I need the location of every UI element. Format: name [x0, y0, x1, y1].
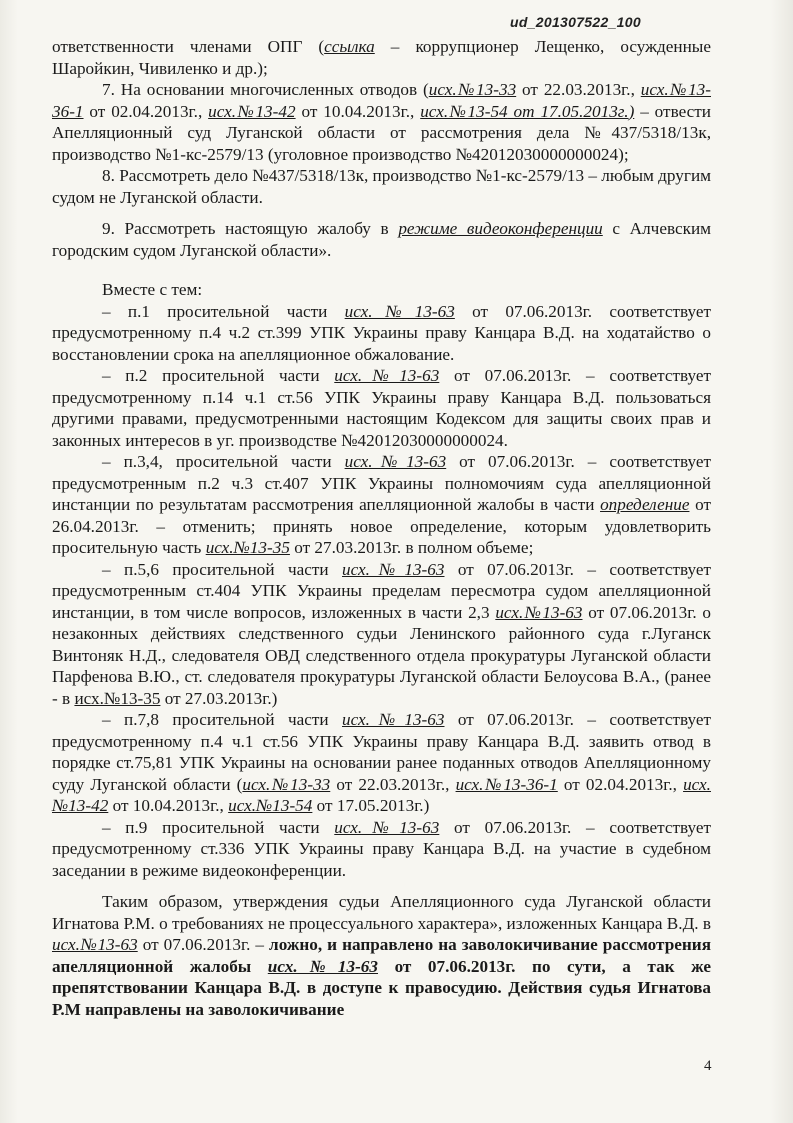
text: от 27.03.2013г. в полном объеме;	[289, 538, 534, 557]
text: 9. Рассмотреть настоящую жалобу в	[102, 219, 399, 238]
reference-link[interactable]: исх.№13-63	[495, 602, 583, 622]
text: – п.2 просительной части	[102, 366, 335, 385]
reference-link[interactable]: исх.№13-63	[344, 301, 455, 321]
text: от 02.04.2013г.,	[557, 774, 684, 794]
reference-link[interactable]: исх.№13-35	[74, 688, 161, 708]
text: – п.7,8 просительной части	[102, 710, 343, 729]
reference-link[interactable]: исх.№13-42	[52, 774, 711, 815]
reference-link[interactable]: исх.№13-63	[342, 559, 445, 579]
point-1	[52, 301, 711, 366]
reference-link[interactable]: исх.№13-63	[334, 817, 440, 837]
text: – коррупционер Лещенко, осужденные Шаройкин, Чивиленко и др.);	[52, 37, 711, 78]
reference-link[interactable]: исх.№13-54	[420, 101, 508, 121]
bold-text: ложно, и направлено на заволокичивание рассмотрения апелляционной жалобы	[52, 935, 711, 976]
document-body	[52, 36, 711, 1020]
text: от 07.06.2013г. – соответствует предусмотренному п.4 ч.1 ст.56 УПК Украины праву Канцара В.Д. заявить отвод в порядке ст.75,81 УПК Украины на основании ранее поданных отводов Апелляционному суду Луганской области (	[52, 710, 711, 794]
reference-link[interactable]: исх.№13-54	[228, 796, 313, 815]
text: от 26.04.2013г. – отменить; принять новое определение, которым удовлетворить просительную часть	[52, 495, 711, 557]
reference-link[interactable]: исх.№13-63	[267, 956, 378, 976]
text: от 07.06.2013г. о незаконных действиях следственного судьи Ленинского районного суда г.Луганск Винтоняк Н.Д., следователя ОВД следственного отдела прокуратуры Луганской области Парфенова В.Ю., ст. следователя прокуратуры Луганской области Белоусова В.А., (ранее - в	[52, 602, 711, 708]
text: от 07.06.2013г. –	[137, 935, 270, 954]
reference-link[interactable]: режиме видеоконференции	[398, 219, 603, 238]
text: от 10.04.2013г.,	[295, 101, 421, 121]
reference-link[interactable]: исх.№13-63	[342, 710, 445, 729]
reference-link[interactable]: ссылка	[324, 37, 375, 56]
page-number: 4	[704, 1058, 712, 1074]
point-3-4	[52, 451, 711, 559]
reference-link[interactable]: исх.№13-63	[344, 452, 447, 471]
text: ответственности членами ОПГ (	[52, 37, 325, 56]
text: от 07.06.2013г. – соответствует предусмотренным ст.404 УПК Украины пределам пересмотра судом апелляционной инстанции, в том числе вопросов, изложенных в части 2,3	[52, 559, 711, 622]
text: от 17.05.2013г.	[507, 101, 629, 121]
item-8	[52, 165, 711, 208]
reference-link[interactable]: исх.№13-36-1	[455, 774, 558, 794]
vmeste-heading: Вместе с тем:	[102, 280, 203, 299]
text: от 10.04.2013г.,	[108, 796, 229, 815]
text: от 22.03.2013г.,	[516, 80, 641, 99]
reference-link[interactable]: исх.№13-35	[205, 538, 290, 557]
document-id: ud_201307522_100	[510, 14, 641, 30]
point-2	[52, 365, 711, 451]
reference-link[interactable]: определение	[600, 495, 690, 514]
reference-link[interactable]: исх.№13-63	[334, 366, 440, 385]
reference-link[interactable]: исх.№13-63	[52, 935, 138, 954]
point-7-8	[52, 709, 711, 817]
text: 7. На основании многочисленных отводов (	[102, 80, 429, 99]
text: – п.9 просительной части	[102, 817, 335, 837]
text: от 07.06.2013г. соответствует предусмотренному п.4 ч.2 ст.399 УПК Украины праву Канцара В.Д. на ходатайство о восстановлении срока на апелляционное обжалование.	[52, 301, 711, 364]
reference-underline: )	[628, 101, 635, 121]
text: от 27.03.2013г.)	[160, 688, 278, 708]
point-5-6	[52, 559, 711, 710]
text: от 02.04.2013г.,	[83, 101, 209, 121]
text: 8. Рассмотреть дело №437/5318/13к, производство №1-кс-2579/13 – любым другим судом не Луганской области.	[52, 166, 712, 207]
reference-link[interactable]: исх.№13-42	[208, 101, 296, 121]
paragraph-top	[52, 36, 711, 79]
text: от 07.06.2013г. – соответствует предусмотренному ст.336 УПК Украины праву Канцара В.Д. на участие в судебном заседании в режиме видеоконференции.	[52, 817, 711, 880]
text: с Алчевским городским судом Луганской области».	[52, 219, 712, 260]
text: – отвести Апелляционный суд Луганской области от рассмотрения дела №437/5318/13к, производство №1-кс-2579/13 (уголовное производство №42012030000000024);	[52, 101, 711, 164]
item-9	[52, 218, 711, 261]
text: от 17.05.2013г.)	[312, 796, 430, 815]
reference-link[interactable]: исх.№13-33	[428, 80, 517, 99]
item-7	[52, 79, 711, 165]
conclusion-paragraph	[52, 891, 711, 1020]
point-9	[52, 817, 711, 882]
text: от 07.06.2013г. – соответствует предусмотренному п.14 ч.1 ст.56 УПК Украины праву Канцара В.Д. пользоваться другими правами, предусмотренными настоящим Кодексом для защиты своих прав и законных интересов в уг. производстве №42012030000000024.	[52, 366, 711, 450]
text: от 22.03.2013г.,	[330, 774, 456, 794]
bold-text: от 07.06.2013г. по сути, а так же препятствовании Канцара В.Д. в доступе к правосудию. Действия судья Игнатова Р.М направлены на заволокичивание	[52, 956, 711, 1019]
text: Таким образом, утверждения судьи Апелляционного суда Луганской области Игнатова Р.М. о требованиях не процессуального характера», изложенных Канцара В.Д. в	[52, 892, 711, 933]
reference-link[interactable]: исх.№13-36-1	[52, 80, 711, 121]
text: – п.5,6 просительной части	[102, 559, 343, 579]
text: – п.3,4, просительной части	[102, 452, 345, 471]
text: от 07.06.2013г. – соответствует предусмотренным п.2 ч.3 ст.407 УПК Украины полномочиям суда апелляционной инстанции по результатам рассмотрения апелляционной жалобы в части	[52, 452, 711, 514]
text: – п.1 просительной части	[102, 301, 345, 321]
reference-link[interactable]: исх.№13-33	[242, 774, 331, 794]
